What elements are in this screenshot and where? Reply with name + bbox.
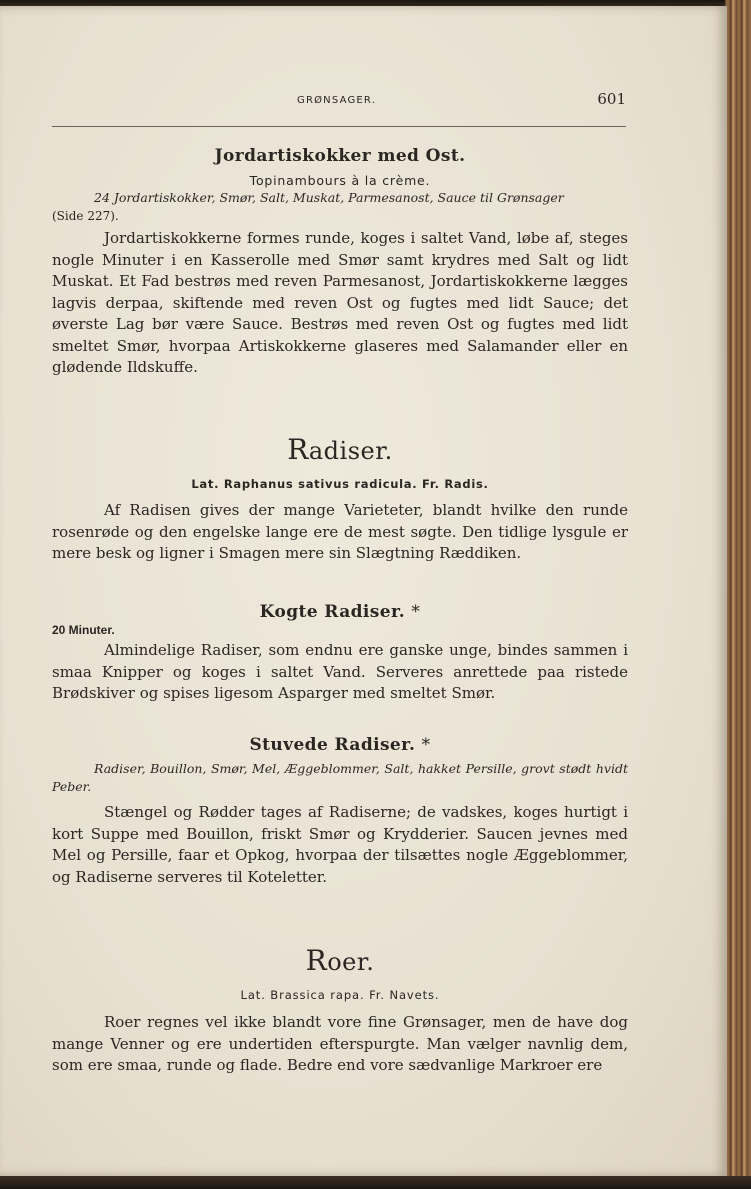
book-bottom-edge xyxy=(0,1176,751,1189)
time-note: 20 Minuter. xyxy=(52,623,115,637)
section-title-rest: oer. xyxy=(327,948,375,976)
recipe-title-kogte-radiser xyxy=(52,602,628,622)
latin-name-roer: Lat. Brassica rapa. Fr. Navets. xyxy=(240,988,440,1002)
book-page xyxy=(0,6,727,1176)
page-header xyxy=(52,88,626,110)
header-rule xyxy=(52,126,626,127)
ingredients-tail: (Side 227). xyxy=(52,209,119,223)
star-mark: * xyxy=(411,602,421,622)
latin-name-radiser: Lat. Raphanus sativus radicula. Fr. Radis. xyxy=(191,477,489,491)
body-jordartiskokker: Jordartiskokkerne formes runde, koges i saltet Vand, løbe af, steges nogle Minuter i en Kasserolle med Smør samt krydres med Salt og lidt Muskat. Et Fad bestrøs med reven Parmesanost, Jordartiskokkerne lægges lagvis derpaa, skiftende med reven Ost og fugtes med lidt Sauce; det øverste Lag bør være Sauce. Bestrøs med reven Ost og fugtes med lidt smeltet Smør, hvorpaa Artiskokkerne glaseres med Salamander eller en glødende Ildskuffe. xyxy=(52,229,628,376)
section-title-cap: R xyxy=(287,433,309,466)
ingredients-stuvede-radiser: Radiser, Bouillon, Smør, Mel, Æggeblommer, Salt, hakket Persille, grovt stødt hvidt Peber. xyxy=(52,761,628,794)
star-mark: * xyxy=(421,735,431,755)
section-title-rest: adiser. xyxy=(308,437,393,465)
body-radiser-intro: Af Radisen gives der mange Varieteter, blandt hvilke den runde rosenrøde og den engelske lange ere de mest søgte. Den tidlige lysgule er mere besk og ligner i Smagen mere sin Slægtning Ræddiken. xyxy=(52,501,628,562)
recipe-title-text: Stuvede Radiser. xyxy=(249,735,416,755)
ingredients-line: 24 Jordartiskokker, Smør, Salt, Muskat, Parmesanost, Sauce til Grønsager xyxy=(94,190,564,205)
body-roer: Roer regnes vel ikke blandt vore fine Grønsager, men de have dog mange Venner og ere undertiden efterspurgte. Man vælger navnlig dem, som ere smaa, runde og flade. Bedre end vore sædvanlige Markroer ere xyxy=(52,1013,628,1074)
book-spine-edge xyxy=(725,0,751,1189)
section-title-radiser xyxy=(52,433,628,466)
recipe-title-stuvede-radiser xyxy=(52,735,628,755)
ingredients-jordartiskokker xyxy=(52,189,628,225)
recipe-subtitle-topinambours: Topinambours à la crème. xyxy=(249,173,431,188)
body-kogte-radiser: Almindelige Radiser, som endnu ere ganske unge, bindes sammen i smaa Knipper og koges i saltet Vand. Serveres anrettede paa ristede Brødskiver og spises ligesom Asparger med smeltet Smør. xyxy=(52,641,628,702)
section-title-cap: R xyxy=(305,944,328,977)
section-title-roer xyxy=(52,944,628,977)
running-head: GRØNSAGER. xyxy=(297,95,377,106)
page-number: 601 xyxy=(597,90,626,108)
recipe-title-jordartiskokker: Jordartiskokker med Ost. xyxy=(214,146,466,166)
recipe-title-text: Kogte Radiser. xyxy=(259,602,406,622)
body-stuvede-radiser: Stængel og Rødder tages af Radiserne; de vadskes, koges hurtigt i kort Suppe med Bouillon, friskt Smør og Krydderier. Saucen jevnes med Mel og Persille, faar et Opkog, hvorpaa der tilsættes nogle Æggeblommer, og Radiserne serveres til Koteletter. xyxy=(52,803,628,886)
